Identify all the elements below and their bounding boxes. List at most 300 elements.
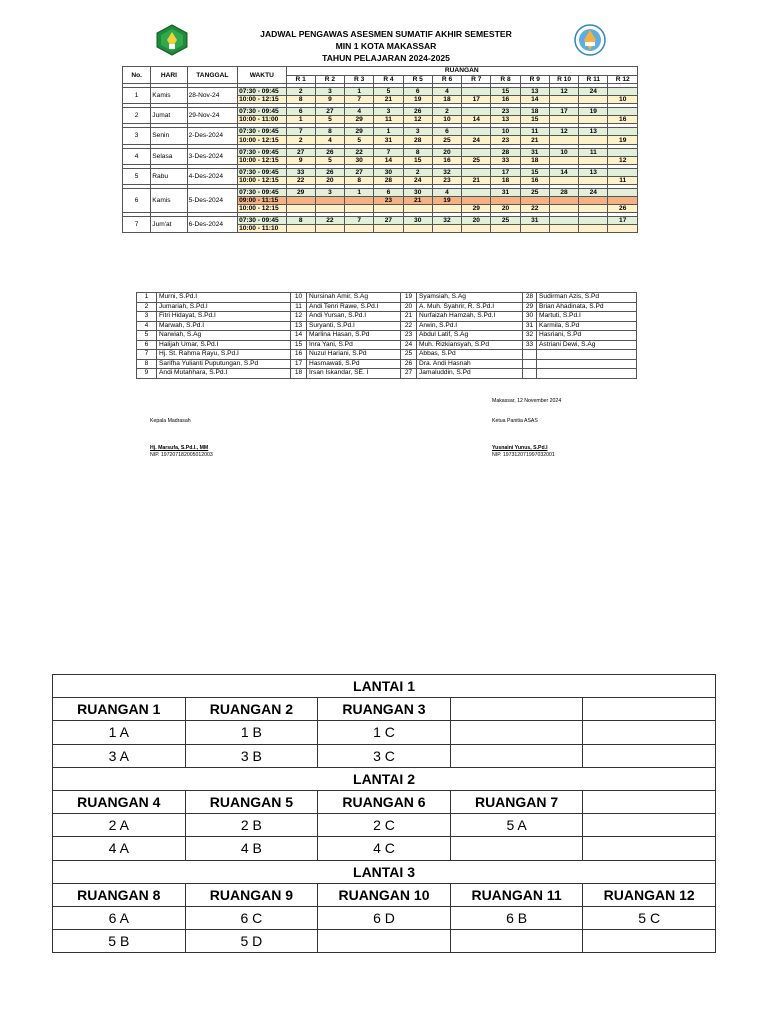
supervisor-number: 24 [401, 340, 417, 350]
room-supervisor-cell: 8 [403, 148, 432, 156]
room-supervisor-cell [549, 156, 578, 164]
room-supervisor-cell: 8 [315, 128, 344, 136]
room-supervisor-cell: 24 [579, 188, 608, 196]
class-cell: 5 B [53, 930, 186, 953]
room-supervisor-cell [315, 205, 344, 213]
supervisor-number: 4 [137, 321, 157, 331]
floor-title-row [53, 767, 716, 790]
room-header: R 9 [520, 75, 549, 84]
room-supervisor-cell [432, 225, 461, 233]
supervisor-number [523, 350, 537, 360]
room-supervisor-cell [579, 136, 608, 144]
class-cell: 2 A [53, 814, 186, 837]
room-supervisor-cell: 17 [608, 217, 638, 225]
supervisor-row [137, 359, 637, 369]
time-slot: 10:00 - 12:15 [238, 96, 286, 104]
room-name-row [53, 883, 716, 906]
day-tanggal: 3-Des-2024 [187, 148, 237, 164]
class-row [53, 837, 716, 860]
time-slot: 07:30 - 09:45 [238, 217, 286, 225]
supervisor-number: 2 [137, 302, 157, 312]
room-supervisor-cell [462, 168, 491, 176]
supervisor-name: Astriani Dewi, S.Ag [537, 340, 637, 350]
class-cell [583, 721, 716, 744]
class-cell: 3 B [185, 744, 318, 767]
supervisor-name: Martuti, S.Pd.I [537, 312, 637, 322]
room-supervisor-cell: 1 [374, 128, 403, 136]
room-supervisor-cell [579, 205, 608, 213]
room-name: RUANGAN 11 [450, 883, 583, 906]
room-supervisor-cell: 29 [345, 128, 374, 136]
supervisor-name: Halijah Umar, S.Pd.I [157, 340, 291, 350]
room-supervisor-cell: 27 [345, 168, 374, 176]
floor-title-row [53, 675, 716, 698]
right-signer-title: Ketua Panitia ASAS [492, 418, 538, 424]
room-supervisor-cell: 14 [374, 156, 403, 164]
room-supervisor-cell [345, 205, 374, 213]
supervisor-name: Jumariah, S.Pd.I [157, 302, 291, 312]
supervisor-name: Narwiah, S.Ag [157, 331, 291, 341]
day-no: 7 [123, 217, 151, 233]
day-hari: Selasa [151, 148, 187, 164]
supervisor-row [137, 350, 637, 360]
supervisor-number: 6 [137, 340, 157, 350]
room-supervisor-cell: 12 [403, 116, 432, 124]
document-title-line2: MIN 1 KOTA MAKASSAR [335, 41, 437, 51]
floor-title-row [53, 860, 716, 883]
supervisor-row [137, 321, 637, 331]
room-name-row [53, 790, 716, 813]
room-supervisor-cell: 21 [520, 136, 549, 144]
room-supervisor-cell [520, 197, 549, 205]
left-signer-name: Hj. Marsufa, S.Pd.I., MM [150, 445, 209, 451]
room-supervisor-cell: 5 [374, 88, 403, 96]
supervisor-row [137, 293, 637, 303]
supervisor-name: A. Muh. Syahrir, R. S.Pd.I [417, 302, 523, 312]
day-hari: Rabu [151, 168, 187, 184]
room-supervisor-cell: 17 [491, 168, 520, 176]
room-supervisor-cell: 24 [403, 176, 432, 184]
supervisor-name: Inra Yani, S.Pd [307, 340, 401, 350]
supervisor-name [537, 369, 637, 379]
room-supervisor-cell: 4 [345, 108, 374, 116]
room-supervisor-cell: 26 [315, 168, 344, 176]
room-supervisor-cell: 17 [462, 96, 491, 104]
room-supervisor-cell: 31 [374, 136, 403, 144]
room-supervisor-cell: 29 [345, 116, 374, 124]
supervisor-number: 29 [523, 302, 537, 312]
supervisor-row [137, 302, 637, 312]
time-slot: 07:30 - 09:45 [238, 108, 286, 116]
day-tanggal: 29-Nov-24 [187, 108, 237, 124]
room-supervisor-cell [549, 225, 578, 233]
room-header: R 4 [374, 75, 403, 84]
supervisor-name [537, 350, 637, 360]
room-supervisor-cell: 3 [315, 88, 344, 96]
schedule-table [122, 66, 638, 233]
room-name: RUANGAN 5 [185, 790, 318, 813]
room-header: R 2 [315, 75, 344, 84]
class-cell: 3 C [318, 744, 451, 767]
supervisor-name: Nuzul Hariani, S.Pd [307, 350, 401, 360]
room-supervisor-cell: 16 [608, 116, 638, 124]
class-row [53, 721, 716, 744]
room-supervisor-cell: 27 [374, 217, 403, 225]
day-hari: Jum'at [151, 217, 187, 233]
room-supervisor-cell: 22 [315, 217, 344, 225]
supervisor-list-table [136, 292, 637, 379]
room-name: RUANGAN 6 [318, 790, 451, 813]
time-slot: 10:00 - 12:15 [238, 156, 286, 164]
schedule-row [123, 128, 638, 136]
supervisor-number: 33 [523, 340, 537, 350]
class-cell: 6 D [318, 906, 451, 929]
room-supervisor-cell: 22 [345, 148, 374, 156]
room-supervisor-cell: 15 [520, 168, 549, 176]
time-slot: 07:30 - 09:45 [238, 168, 286, 176]
room-supervisor-cell [579, 225, 608, 233]
supervisor-name: Nurfaizah Hamzah, S.Pd.I [417, 312, 523, 322]
room-supervisor-cell: 11 [520, 128, 549, 136]
schedule-row [123, 148, 638, 156]
room-name: RUANGAN 1 [53, 698, 186, 721]
room-supervisor-cell [286, 225, 315, 233]
supervisor-number: 16 [291, 350, 307, 360]
supervisor-name: Syamsiah, S.Ag [417, 293, 523, 303]
room-supervisor-cell [462, 197, 491, 205]
room-supervisor-cell: 16 [491, 96, 520, 104]
room-supervisor-cell: 15 [520, 116, 549, 124]
supervisor-name: Dra. Andi Hasnah [417, 359, 523, 369]
time-slot: 09:00 - 11:15 [238, 197, 286, 205]
day-tanggal: 2-Des-2024 [187, 128, 237, 144]
left-signer-nip: NIP. 197207182005012003 [150, 452, 213, 458]
supervisor-number: 18 [291, 369, 307, 379]
supervisor-number: 10 [291, 293, 307, 303]
class-cell: 5 A [450, 814, 583, 837]
day-no: 6 [123, 188, 151, 212]
room-supervisor-cell [608, 197, 638, 205]
class-row [53, 744, 716, 767]
supervisor-name: Fitri Hidayat, S.Pd.I [157, 312, 291, 322]
supervisor-name: Marwah, S.Pd.I [157, 321, 291, 331]
room-supervisor-cell: 18 [520, 108, 549, 116]
class-cell [450, 930, 583, 953]
room-supervisor-cell: 28 [374, 176, 403, 184]
class-cell: 1 A [53, 721, 186, 744]
room-supervisor-cell: 24 [579, 88, 608, 96]
room-header: R 7 [462, 75, 491, 84]
madrasah-logo-icon [154, 24, 190, 56]
time-slot: 10:00 - 11:00 [238, 116, 286, 124]
supervisor-number: 7 [137, 350, 157, 360]
room-supervisor-cell: 28 [491, 148, 520, 156]
room-supervisor-cell: 19 [608, 136, 638, 144]
room-supervisor-cell: 19 [432, 197, 461, 205]
room-supervisor-cell: 30 [374, 168, 403, 176]
room-supervisor-cell [579, 217, 608, 225]
supervisor-number: 5 [137, 331, 157, 341]
room-supervisor-cell: 10 [608, 96, 638, 104]
supervisor-name: Marlina Hasan, S.Pd [307, 331, 401, 341]
room-supervisor-cell [491, 225, 520, 233]
floor-title: LANTAI 3 [53, 860, 716, 883]
room-supervisor-cell: 19 [403, 96, 432, 104]
room-supervisor-cell: 11 [579, 148, 608, 156]
supervisor-row [137, 340, 637, 350]
class-cell: 2 B [185, 814, 318, 837]
room-supervisor-cell: 20 [432, 148, 461, 156]
schedule-row [123, 168, 638, 176]
supervisor-number: 13 [291, 321, 307, 331]
day-tanggal: 6-Des-2024 [187, 217, 237, 233]
room-supervisor-cell [579, 116, 608, 124]
room-supervisor-cell: 33 [491, 156, 520, 164]
room-supervisor-cell: 3 [374, 108, 403, 116]
supervisor-number: 12 [291, 312, 307, 322]
supervisor-name: Muh. Rizkiansyah, S.Pd [417, 340, 523, 350]
room-supervisor-cell: 3 [403, 128, 432, 136]
room-supervisor-cell [608, 188, 638, 196]
supervisor-number: 28 [523, 293, 537, 303]
room-supervisor-cell: 13 [491, 116, 520, 124]
room-supervisor-cell: 16 [432, 156, 461, 164]
room-supervisor-cell: 31 [520, 217, 549, 225]
supervisor-number [523, 369, 537, 379]
supervisor-number: 3 [137, 312, 157, 322]
room-supervisor-cell: 6 [403, 88, 432, 96]
room-name [450, 698, 583, 721]
time-slot: 10:00 - 12:15 [238, 205, 286, 213]
class-cell: 5 C [583, 906, 716, 929]
supervisor-number: 14 [291, 331, 307, 341]
room-supervisor-cell: 26 [315, 148, 344, 156]
class-cell: 4 A [53, 837, 186, 860]
col-tanggal-header: TANGGAL [187, 67, 237, 84]
floor-title: LANTAI 2 [53, 767, 716, 790]
supervisor-name [537, 359, 637, 369]
room-supervisor-cell: 1 [345, 188, 374, 196]
class-cell [583, 814, 716, 837]
room-supervisor-cell: 21 [462, 176, 491, 184]
room-supervisor-cell: 15 [491, 88, 520, 96]
room-supervisor-cell: 9 [315, 96, 344, 104]
room-supervisor-cell [286, 197, 315, 205]
room-supervisor-cell: 25 [491, 217, 520, 225]
supervisor-number: 21 [401, 312, 417, 322]
class-cell: 6 C [185, 906, 318, 929]
room-header: R 12 [608, 75, 638, 84]
class-cell [450, 837, 583, 860]
room-supervisor-cell [549, 197, 578, 205]
class-cell [318, 930, 451, 953]
room-supervisor-cell: 12 [549, 128, 578, 136]
room-name: RUANGAN 2 [185, 698, 318, 721]
supervisor-number: 25 [401, 350, 417, 360]
room-name: RUANGAN 4 [53, 790, 186, 813]
supervisor-name: Andi Mutahhara, S.Pd.I [157, 369, 291, 379]
class-cell [583, 930, 716, 953]
supervisor-number: 27 [401, 369, 417, 379]
day-hari: Kamis [151, 88, 187, 104]
room-supervisor-cell: 7 [286, 128, 315, 136]
room-supervisor-cell: 18 [432, 96, 461, 104]
room-header: R 5 [403, 75, 432, 84]
room-supervisor-cell: 32 [432, 217, 461, 225]
supervisor-name: Arwin, S.Pd.I [417, 321, 523, 331]
supervisor-number: 11 [291, 302, 307, 312]
room-supervisor-cell: 22 [286, 176, 315, 184]
class-cell: 6 A [53, 906, 186, 929]
supervisor-number: 8 [137, 359, 157, 369]
day-tanggal: 4-Des-2024 [187, 168, 237, 184]
col-hari-header: HARI [151, 67, 187, 84]
time-slot: 07:30 - 09:45 [238, 188, 286, 196]
room-supervisor-cell: 7 [345, 96, 374, 104]
room-supervisor-cell: 30 [403, 188, 432, 196]
class-cell [583, 744, 716, 767]
room-supervisor-cell: 6 [432, 128, 461, 136]
room-supervisor-cell [549, 176, 578, 184]
day-hari: Senin [151, 128, 187, 144]
room-supervisor-cell [608, 128, 638, 136]
room-supervisor-cell: 28 [403, 136, 432, 144]
room-supervisor-cell: 6 [374, 188, 403, 196]
room-supervisor-cell: 5 [315, 116, 344, 124]
supervisor-name: Andi Tenri Rawe, S.Pd.I [307, 302, 401, 312]
place-date: Makassar, 12 November 2024 [492, 398, 562, 404]
room-supervisor-cell: 11 [374, 116, 403, 124]
floor-title: LANTAI 1 [53, 675, 716, 698]
room-supervisor-cell: 14 [549, 168, 578, 176]
class-cell: 3 A [53, 744, 186, 767]
class-cell [583, 837, 716, 860]
room-supervisor-cell [374, 225, 403, 233]
room-supervisor-cell: 22 [520, 205, 549, 213]
room-supervisor-cell: 26 [608, 205, 638, 213]
left-signer-title: Kepala Madrasah [150, 418, 191, 424]
room-supervisor-cell: 20 [491, 205, 520, 213]
supervisor-name: Brian Ahadinata, S.Pd [537, 302, 637, 312]
room-name: RUANGAN 10 [318, 883, 451, 906]
room-supervisor-cell [345, 197, 374, 205]
room-supervisor-cell [345, 225, 374, 233]
room-supervisor-cell: 13 [520, 88, 549, 96]
room-supervisor-cell: 15 [403, 156, 432, 164]
room-supervisor-cell: 9 [286, 156, 315, 164]
supervisor-name: Hasmawati, S.Pd [307, 359, 401, 369]
room-supervisor-cell: 1 [286, 116, 315, 124]
supervisor-number: 22 [401, 321, 417, 331]
room-supervisor-cell: 5 [345, 136, 374, 144]
supervisor-name: Karmila, S.Pd [537, 321, 637, 331]
room-supervisor-cell: 17 [549, 108, 578, 116]
room-supervisor-cell [608, 108, 638, 116]
day-hari: Jumat [151, 108, 187, 124]
room-supervisor-cell [549, 136, 578, 144]
room-name [583, 790, 716, 813]
room-supervisor-cell [608, 88, 638, 96]
col-ruangan-header: RUANGAN [286, 67, 637, 76]
class-cell: 5 D [185, 930, 318, 953]
room-supervisor-cell [579, 96, 608, 104]
room-supervisor-cell: 27 [286, 148, 315, 156]
room-supervisor-cell [462, 108, 491, 116]
time-slot: 07:30 - 09:45 [238, 128, 286, 136]
room-supervisor-cell [579, 156, 608, 164]
room-supervisor-cell: 1 [345, 88, 374, 96]
room-supervisor-cell [462, 88, 491, 96]
room-supervisor-cell: 14 [462, 116, 491, 124]
room-name: RUANGAN 3 [318, 698, 451, 721]
room-supervisor-cell: 4 [315, 136, 344, 144]
room-supervisor-cell [608, 168, 638, 176]
supervisor-name: Jamaluddin, S.Pd [417, 369, 523, 379]
day-no: 5 [123, 168, 151, 184]
room-supervisor-cell: 31 [491, 188, 520, 196]
room-supervisor-cell: 25 [432, 136, 461, 144]
supervisor-number: 26 [401, 359, 417, 369]
room-supervisor-cell [491, 197, 520, 205]
supervisor-number: 17 [291, 359, 307, 369]
room-name: RUANGAN 7 [450, 790, 583, 813]
class-cell [450, 721, 583, 744]
supervisor-name: Murni, S.Pd.I [157, 293, 291, 303]
time-slot: 07:30 - 09:45 [238, 148, 286, 156]
room-supervisor-cell: 8 [286, 217, 315, 225]
day-no: 1 [123, 88, 151, 104]
class-cell: 4 C [318, 837, 451, 860]
supervisor-number: 32 [523, 331, 537, 341]
room-supervisor-cell [315, 197, 344, 205]
room-supervisor-cell [286, 205, 315, 213]
room-supervisor-cell: 28 [549, 188, 578, 196]
supervisor-number: 1 [137, 293, 157, 303]
room-name: RUANGAN 9 [185, 883, 318, 906]
supervisor-number: 23 [401, 331, 417, 341]
room-supervisor-cell: 7 [345, 217, 374, 225]
room-supervisor-cell [432, 205, 461, 213]
room-supervisor-cell: 7 [374, 148, 403, 156]
right-signer-nip: NIP. 197312071997032001 [492, 452, 555, 458]
room-supervisor-cell: 13 [579, 168, 608, 176]
supervisor-number: 9 [137, 369, 157, 379]
supervisor-number: 31 [523, 321, 537, 331]
room-supervisor-cell: 33 [286, 168, 315, 176]
room-supervisor-cell: 8 [286, 96, 315, 104]
room-supervisor-cell: 2 [286, 88, 315, 96]
room-supervisor-cell: 29 [286, 188, 315, 196]
room-supervisor-cell: 20 [462, 217, 491, 225]
document-title-line1: JADWAL PENGAWAS ASESMEN SUMATIF AKHIR SEMESTER [260, 29, 512, 39]
class-cell: 6 B [450, 906, 583, 929]
class-row [53, 814, 716, 837]
floor-room-table [52, 674, 716, 953]
room-supervisor-cell: 23 [374, 197, 403, 205]
time-slot: 10:00 - 12:15 [238, 136, 286, 144]
room-supervisor-cell: 2 [432, 108, 461, 116]
time-slot: 07:30 - 09:45 [238, 88, 286, 96]
room-supervisor-cell: 18 [491, 176, 520, 184]
supervisor-name: Nursinah Amir, S.Ag [307, 293, 401, 303]
room-supervisor-cell: 25 [520, 188, 549, 196]
supervisor-name: Sarifha Yulianti Puputungan, S.Pd [157, 359, 291, 369]
room-supervisor-cell: 6 [286, 108, 315, 116]
room-supervisor-cell: 23 [491, 136, 520, 144]
room-header: R 11 [579, 75, 608, 84]
room-supervisor-cell: 2 [403, 168, 432, 176]
room-supervisor-cell [403, 225, 432, 233]
